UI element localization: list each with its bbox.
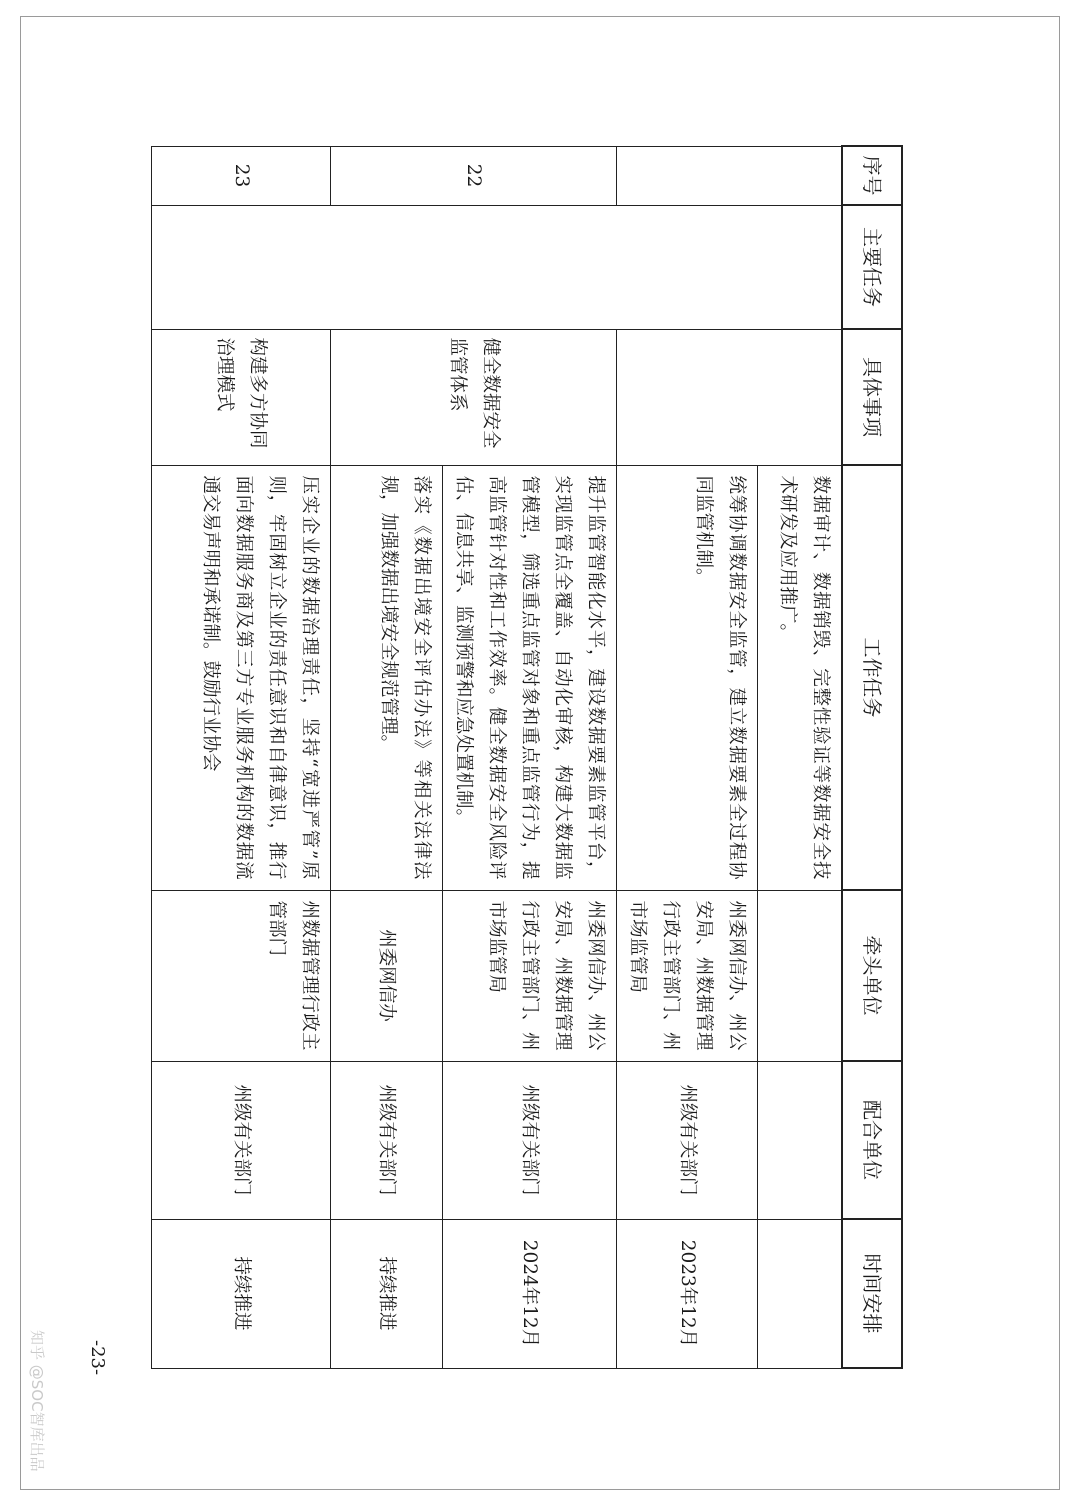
- header-row: [842, 146, 902, 1368]
- table-row: [443, 146, 617, 1368]
- lead-cell: [758, 890, 842, 1061]
- rotated-table-area: [200, 145, 903, 1367]
- main-task-cell: [152, 205, 842, 329]
- work-cell: 统筹协调数据安全监管，建立数据要素全过程协同监管机制。: [617, 465, 758, 890]
- table-wrapper: [200, 145, 903, 1367]
- work-cell: 压实企业的数据治理责任，坚持“宽进严管”原则，牢固树立企业的责任意识和自律意识，推行面向数据服务商及第三方专业服务机构的数据流通交易声明和承诺制。鼓励行业协会: [152, 465, 331, 890]
- page-number: -23-: [87, 1340, 108, 1376]
- time-cell: 持续推进: [331, 1219, 443, 1368]
- assist-cell: [758, 1061, 842, 1219]
- time-cell: 2024年12月: [443, 1219, 617, 1368]
- lead-cell: 州委网信办、州公安局、州数据管理行政主管部门、州市场监管局: [443, 890, 617, 1061]
- assist-cell: 州级有关部门: [443, 1061, 617, 1219]
- table-row: [152, 146, 331, 1368]
- assist-cell: 州级有关部门: [152, 1061, 331, 1219]
- header-item: 具体事项: [842, 329, 902, 465]
- assist-cell: 州级有关部门: [331, 1061, 443, 1219]
- time-cell: [758, 1219, 842, 1368]
- table-row: [758, 146, 842, 1368]
- assist-cell: 州级有关部门: [617, 1061, 758, 1219]
- lead-cell: 州委网信办、州公安局、州数据管理行政主管部门、州市场监管局: [617, 890, 758, 1061]
- item-cell: 构建多方协同治理模式: [152, 329, 331, 465]
- header-seq: 序号: [842, 146, 902, 205]
- time-cell: 2023年12月: [617, 1219, 758, 1368]
- lead-cell: 州委网信办: [331, 890, 443, 1061]
- time-cell: 持续推进: [152, 1219, 331, 1368]
- seq-cell: [617, 146, 842, 205]
- item-cell: [617, 329, 842, 465]
- header-lead: 牵头单位: [842, 890, 902, 1061]
- watermark: 知乎 @SOC智库出品: [28, 1330, 46, 1472]
- seq-cell: 23: [152, 146, 331, 205]
- task-table: [152, 145, 904, 1369]
- work-cell: 落实《数据出境安全评估办法》等相关法律法规，加强数据出境安全规范管理。: [331, 465, 443, 890]
- header-work: 工作任务: [842, 465, 902, 890]
- work-cell: 提升监管智能化水平，建设数据要素监管平台，实现监管点全覆盖、自动化审核，构建大数据监管模型，筛选重点监管对象和重点监管行为，提高监管针对性和工作效率。健全数据安全风险评估、信息共享、监测预警和应急处置机制。: [443, 465, 617, 890]
- work-cell: 数据审计、数据销毁、完整性验证等数据安全技术研发及应用推广。: [758, 465, 842, 890]
- header-main-task: 主要任务: [842, 205, 902, 329]
- header-assist: 配合单位: [842, 1061, 902, 1219]
- header-time: 时间安排: [842, 1219, 902, 1368]
- lead-cell: 州数据管理行政主管部门: [152, 890, 331, 1061]
- seq-cell: 22: [331, 146, 617, 205]
- item-cell: 健全数据安全监管体系: [331, 329, 617, 465]
